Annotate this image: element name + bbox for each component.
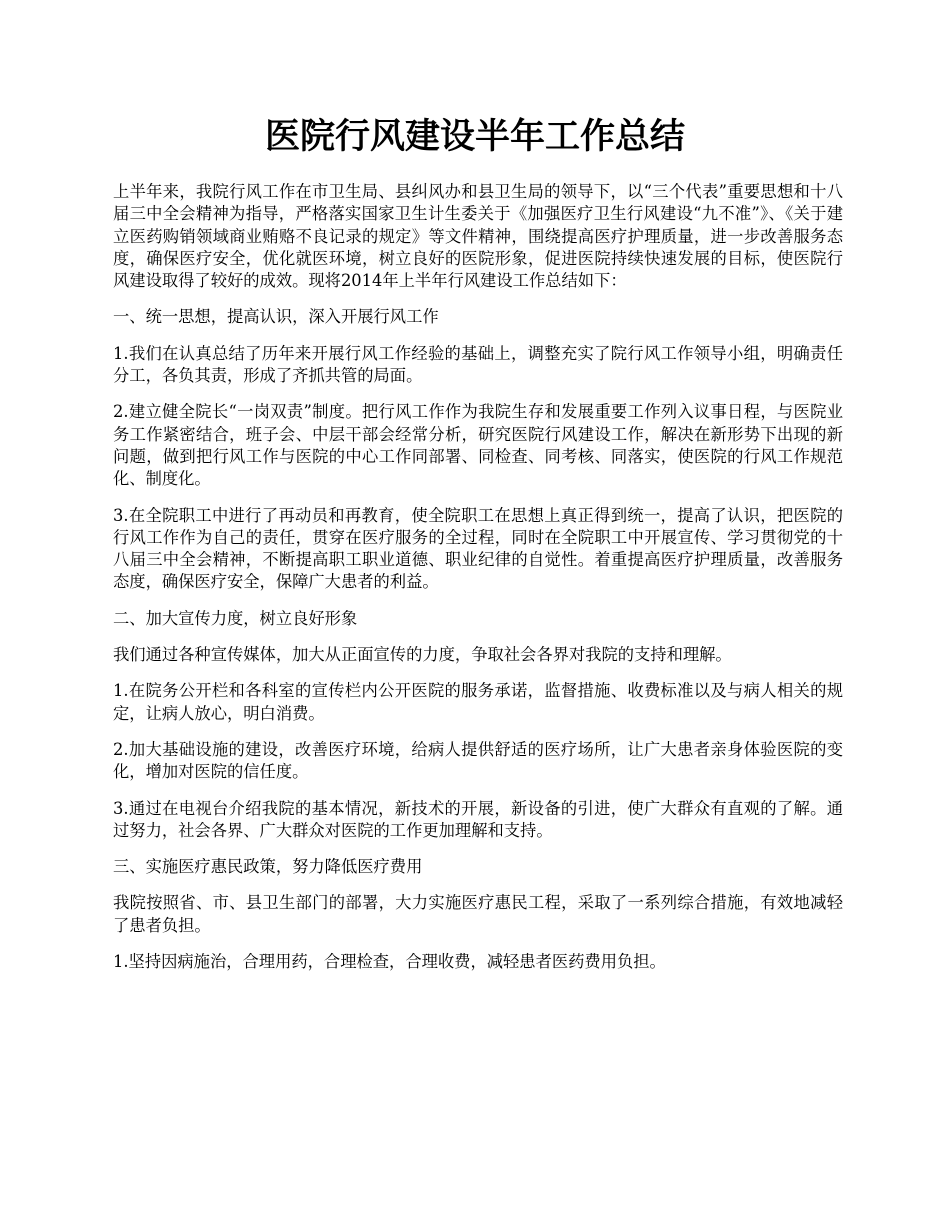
section-heading-3: 三、实施医疗惠民政策，努力降低医疗费用 [113,857,423,877]
section-heading-1: 一、统一思想，提高认识，深入开展行风工作 [113,307,439,327]
paragraph: 2.加大基础设施的建设，改善医疗环境，给病人提供舒适的医疗场所，让广大患者亲身体验医院的变化，增加对医院的信任度。 [113,739,843,782]
document-title: 医院行风建设半年工作总结 [264,116,685,157]
intro-paragraph: 上半年来，我院行风工作在市卫生局、县纠风办和县卫生局的领导下，以“三个代表”重要思想和十八届三中全会精神为指导，严格落实国家卫生计生委关于《加强医疗卫生行风建设“九不准”》、《关于建立医药购销领域商业贿赂不良记录的规定》等文件精神，围绕提高医疗护理质量，进一步改善服务态度，确保医疗安全，优化就医环境，树立良好的医院形象，促进医院持续快速发展的目标，使医院行风建设取得了较好的成效。现将2014年上半年行风建设工作总结如下： [113,182,843,291]
paragraph: 3.在全院职工中进行了再动员和再教育，使全院职工在思想上真正得到统一，提高了认识，把医院的行风工作作为自己的责任，贯穿在医疗服务的全过程，同时在全院职工中开展宣传、学习贯彻党的十八届三中全会精神，不断提高职工职业道德、职业纪律的自觉性。着重提高医疗护理质量，改善服务态度，确保医疗安全，保障广大患者的利益。 [113,505,843,592]
paragraph: 1.坚持因病施治，合理用药，合理检查，合理收费，减轻患者医药费用负担。 [113,952,666,972]
section-heading-2: 二、加大宣传力度，树立良好形象 [113,608,358,628]
paragraph: 3.通过在电视台介绍我院的基本情况，新技术的开展，新设备的引进，使广大群众有直观的了解。通过努力，社会各界、广大群众对医院的工作更加理解和支持。 [113,798,843,840]
paragraph: 我们通过各种宣传媒体，加大从正面宣传的力度，争取社会各界对我院的支持和理解。 [113,645,732,665]
document-body [113,181,843,987]
paragraph: 我院按照省、市、县卫生部门的部署，大力实施医疗惠民工程，采取了一系列综合措施，有效地减轻了患者负担。 [113,893,843,935]
paragraph: 1.在院务公开栏和各科室的宣传栏内公开医院的服务承诺，监督措施、收费标准以及与病人相关的规定，让病人放心，明白消费。 [113,681,843,723]
paragraph: 1.我们在认真总结了历年来开展行风工作经验的基础上，调整充实了院行风工作领导小组，明确责任分工，各负其责，形成了齐抓共管的局面。 [113,343,843,386]
paragraph: 2.建立健全院长“一岗双责”制度。把行风工作作为我院生存和发展重要工作列入议事日程，与医院业务工作紧密结合，班子会、中层干部会经常分析，研究医院行风建设工作，解决在新形势下出现的新问题，做到把行风工作与医院的中心工作同部署、同检查、同考核、同落实，使医院的行风工作规范化、制度化。 [113,402,843,489]
